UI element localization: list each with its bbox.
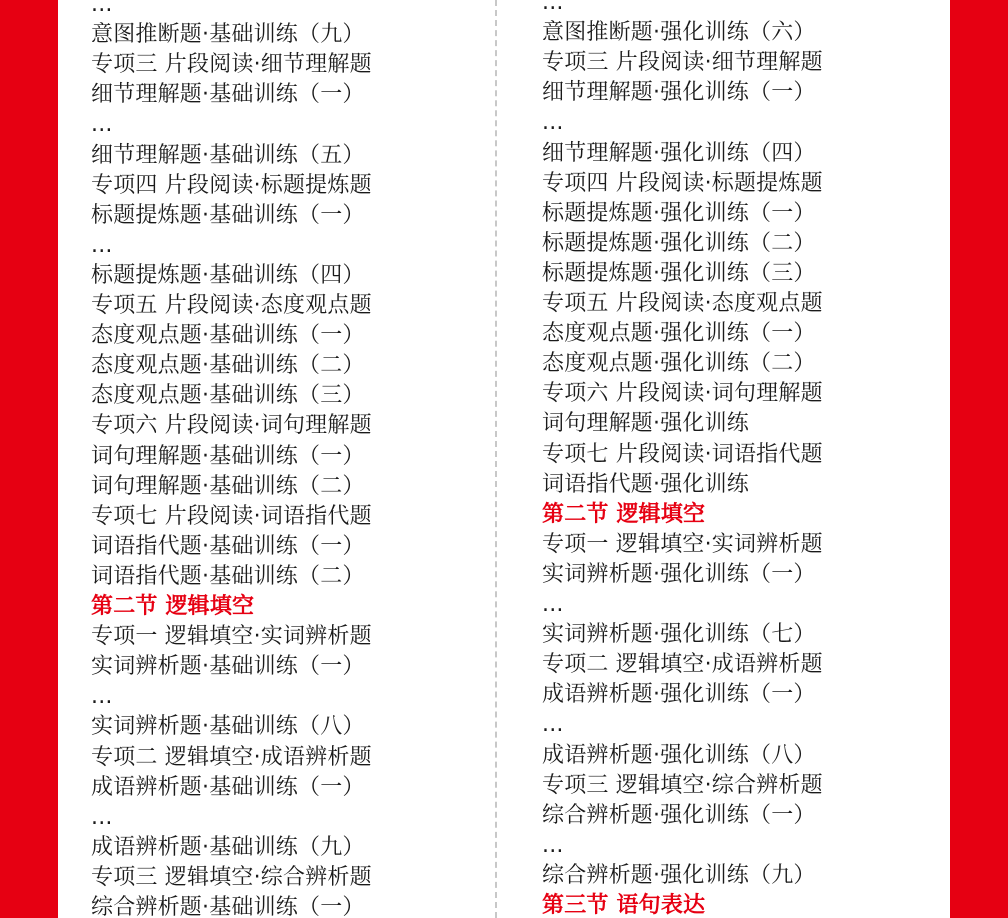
toc-entry: 专项二 逻辑填空·成语辨析题: [91, 744, 372, 770]
toc-entry: ...: [542, 110, 564, 136]
toc-entry: 成语辨析题·基础训练（一）: [91, 774, 365, 800]
toc-entry: ...: [91, 684, 113, 710]
section-heading: 第二节 逻辑填空: [542, 501, 706, 527]
toc-entry: 专项五 片段阅读·态度观点题: [91, 293, 372, 318]
toc-entry: 词语指代题·基础训练（一）: [91, 533, 365, 559]
toc-entry: 成语辨析题·强化训练（八）: [542, 742, 816, 768]
toc-entry: 专项四 片段阅读·标题提炼题: [542, 170, 823, 196]
toc-entry: 成语辨析题·基础训练（九）: [91, 834, 365, 860]
column-divider: [495, 0, 497, 918]
toc-entry: 细节理解题·基础训练（五）: [91, 142, 365, 168]
toc-entry: 态度观点题·基础训练（三）: [91, 383, 365, 409]
toc-entry: 专项一 逻辑填空·实词辨析题: [91, 624, 372, 650]
toc-entry: 细节理解题·强化训练（四）: [542, 140, 816, 166]
toc-entry: 态度观点题·基础训练（二）: [91, 353, 365, 379]
toc-entry: 实词辨析题·基础训练（一）: [91, 654, 365, 680]
toc-entry: 专项七 片段阅读·词语指代题: [542, 441, 823, 467]
toc-entry: 专项三 逻辑填空·综合辨析题: [91, 864, 372, 890]
toc-entry: 实词辨析题·强化训练（七）: [542, 622, 816, 648]
toc-entry: 专项六 片段阅读·词句理解题: [542, 381, 823, 407]
toc-entry: 专项一 逻辑填空·实词辨析题: [542, 531, 823, 557]
toc-entry: 标题提炼题·强化训练（二）: [542, 230, 816, 256]
toc-entry: 态度观点题·强化训练（一）: [542, 321, 816, 347]
toc-entry: 成语辨析题·强化训练（一）: [542, 682, 816, 708]
toc-entry: 细节理解题·基础训练（一）: [91, 82, 365, 108]
toc-entry: 意图推断题·基础训练（九）: [91, 22, 365, 48]
section-heading: 第二节 逻辑填空: [91, 594, 255, 619]
toc-entry: 专项三 片段阅读·细节理解题: [542, 50, 823, 76]
toc-entry: 词语指代题·基础训练（二）: [91, 563, 365, 589]
toc-entry: 标题提炼题·强化训练（一）: [542, 200, 816, 226]
toc-entry: 词语指代题·强化训练: [542, 471, 749, 497]
toc-entry: 词句理解题·基础训练（一）: [91, 443, 365, 469]
toc-entry: 专项三 逻辑填空·综合辨析题: [542, 772, 823, 798]
toc-entry: ...: [542, 712, 564, 738]
section-heading: 第三节 语句表达: [542, 893, 706, 918]
toc-entry: ...: [91, 232, 113, 258]
toc-entry: 实词辨析题·强化训练（一）: [542, 561, 816, 587]
toc-entry: 意图推断题·强化训练（六）: [542, 20, 816, 46]
toc-entry: 专项五 片段阅读·态度观点题: [542, 291, 823, 316]
toc-entry: 专项七 片段阅读·词语指代题: [91, 503, 372, 529]
toc-entry: 综合辨析题·强化训练（九）: [542, 862, 816, 888]
toc-entry: 专项四 片段阅读·标题提炼题: [91, 172, 372, 198]
toc-entry: 专项六 片段阅读·词句理解题: [91, 413, 372, 439]
toc-entry: 综合辨析题·强化训练（一）: [542, 802, 816, 828]
toc-entry: 标题提炼题·基础训练（一）: [91, 202, 365, 228]
toc-entry: ...: [542, 832, 564, 858]
toc-entry: 标题提炼题·强化训练（三）: [542, 260, 816, 286]
toc-entry: 综合辨析题·基础训练（一）: [91, 895, 365, 918]
toc-entry: ...: [91, 804, 113, 830]
toc-entry: 标题提炼题·基础训练（四）: [91, 262, 365, 288]
toc-entry: ...: [542, 0, 564, 15]
toc-entry: ...: [91, 112, 113, 138]
toc-entry: 实词辨析题·基础训练（八）: [91, 714, 365, 740]
toc-entry: ...: [542, 592, 564, 617]
toc-entry: 专项三 片段阅读·细节理解题: [91, 52, 372, 78]
toc-entry: 词句理解题·基础训练（二）: [91, 473, 365, 499]
toc-entry: 态度观点题·强化训练（二）: [542, 351, 816, 377]
toc-entry: ...: [91, 0, 113, 17]
toc-entry: 态度观点题·基础训练（一）: [91, 323, 365, 349]
toc-page: [58, 0, 950, 918]
toc-entry: 细节理解题·强化训练（一）: [542, 80, 816, 106]
toc-entry: 词句理解题·强化训练: [542, 411, 749, 437]
toc-entry: 专项二 逻辑填空·成语辨析题: [542, 652, 823, 678]
